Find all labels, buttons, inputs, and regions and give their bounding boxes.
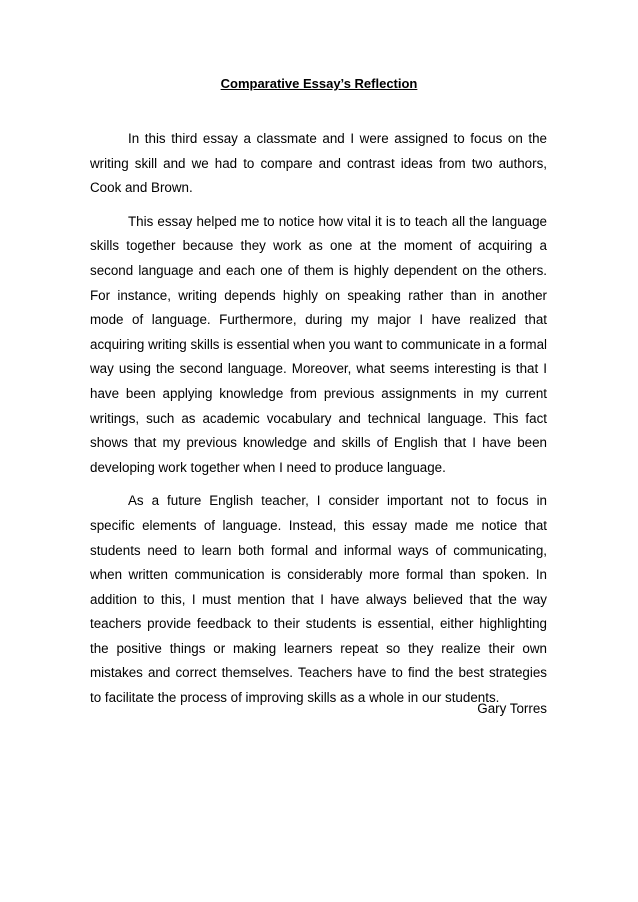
document-body — [90, 127, 547, 720]
paragraph-1: In this third essay a classmate and I were assigned to focus on the writing skill and we had to compare and contrast ideas from two authors, Cook and Brown. — [90, 131, 547, 196]
paragraph-2: This essay helped me to notice how vital it is to teach all the language skills together because they work as one at the moment of acquiring a second language and each one of them is highly dependent on the others. For instance, writing depends highly on speaking rather than in another mode of language. Furthermore, during my major I have realized that acquiring writing skills is essential when you want to communicate in a formal way using the second language. Moreover, what seems interesting is that I have been applying knowledge from previous assignments in my current writings, such as academic vocabulary and technical language. This fact shows that my previous knowledge and skills of English that I have been developing work together when I need to produce language. — [90, 213, 547, 475]
document-title: Comparative Essay’s Reflection — [220, 76, 418, 91]
paragraph-3: As a future English teacher, I consider important not to focus in specific elements of language. Instead, this essay made me notice that students need to learn both formal and informal ways of communicating, when written communication is considerably more formal than spoken. In addition to this, I must mention that I have always believed that the way teachers provide feedback to their students is essential, either highlighting the positive things or making learners repeat so they realize their own mistakes and correct themselves. Teachers have to find the best strategies to facilitate the process of improving skills as a whole in our students. — [90, 493, 547, 706]
author-signature: Gary Torres — [477, 701, 547, 716]
